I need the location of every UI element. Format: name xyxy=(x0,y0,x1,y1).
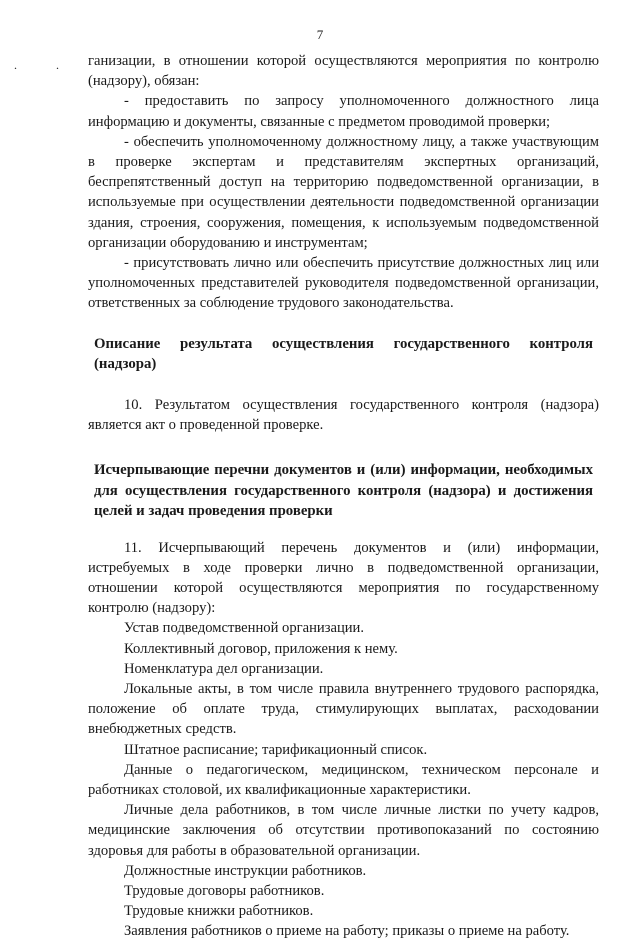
list-item: Устав подведомственной организации. xyxy=(124,620,365,637)
page-number: 7 xyxy=(316,27,324,42)
list-item: Номенклатура дел организации. xyxy=(124,660,324,677)
list-item: Данные о педагогическом, медицинском, техническом персонале и работниках столовой, их квалификационные характеристики. xyxy=(88,761,599,798)
list-item: Штатное расписание; тарификационный список. xyxy=(124,741,428,758)
obligation-item-1: - предоставить по запросу уполномоченного должностного лица информацию и документы, связанные с предметом проводимой проверки; xyxy=(88,93,599,130)
paragraph-11: 11. Исчерпывающий перечень документов и (или) информации, истребуемых в ходе проверки лично в подведомственной организации, отношении которой осуществляются мероприятия по государственному контролю (надзору): xyxy=(88,539,599,617)
obligation-item-3: - присутствовать лично или обеспечить присутствие должностных лиц или уполномоченных представителей руководителя подведомственной организации, ответственных за соблюдение трудового законодательства. xyxy=(88,255,599,312)
list-item: Коллективный договор, приложения к нему. xyxy=(124,640,398,657)
paragraph-continuation: ганизации, в отношении которой осуществляются мероприятия по контролю (надзору), обязан: xyxy=(88,53,599,90)
list-item: Локальные акты, в том числе правила внутреннего трудового распорядка, положение об оплате труда, стимулирующих выплатах, расходовании внебюджетных средств. xyxy=(88,680,599,738)
document-body xyxy=(88,51,599,942)
list-item: Должностные инструкции работников. xyxy=(124,862,367,879)
margin-mark: . . xyxy=(14,58,77,72)
list-item: Трудовые книжки работников. xyxy=(124,903,314,920)
list-item: Заявления работников о приеме на работу; приказы о приеме на работу. xyxy=(124,923,570,940)
obligation-item-2: - обеспечить уполномоченному должностному лицу, а также участвующим в проверке экспертам и представителям экспертных организаций, беспрепятственный доступ на территорию подведомственной организации, в используемые при осуществлении деятельности подведомственной организации здания, строения, сооружения, помещения, к используемым подведомственной организации оборудованию и инструментам; xyxy=(88,133,599,251)
section-heading-result: Описание результата осуществления государственного контроля (надзора) xyxy=(94,335,593,373)
list-item: Личные дела работников, в том числе личные листки по учету кадров, медицинские заключения об отсутствии противопоказаний по состоянию здоровья для работы в образовательной организации. xyxy=(88,802,599,859)
list-item: Трудовые договоры работников. xyxy=(124,883,325,899)
paragraph-10: 10. Результатом осуществления государственного контроля (надзора) является акт о проведенной проверке. xyxy=(88,396,599,433)
section-heading-documents: Исчерпывающие перечни документов и (или) информации, необходимых для осуществления государственного контроля (надзора) и достижения целей и задач проведения проверки xyxy=(94,462,593,520)
